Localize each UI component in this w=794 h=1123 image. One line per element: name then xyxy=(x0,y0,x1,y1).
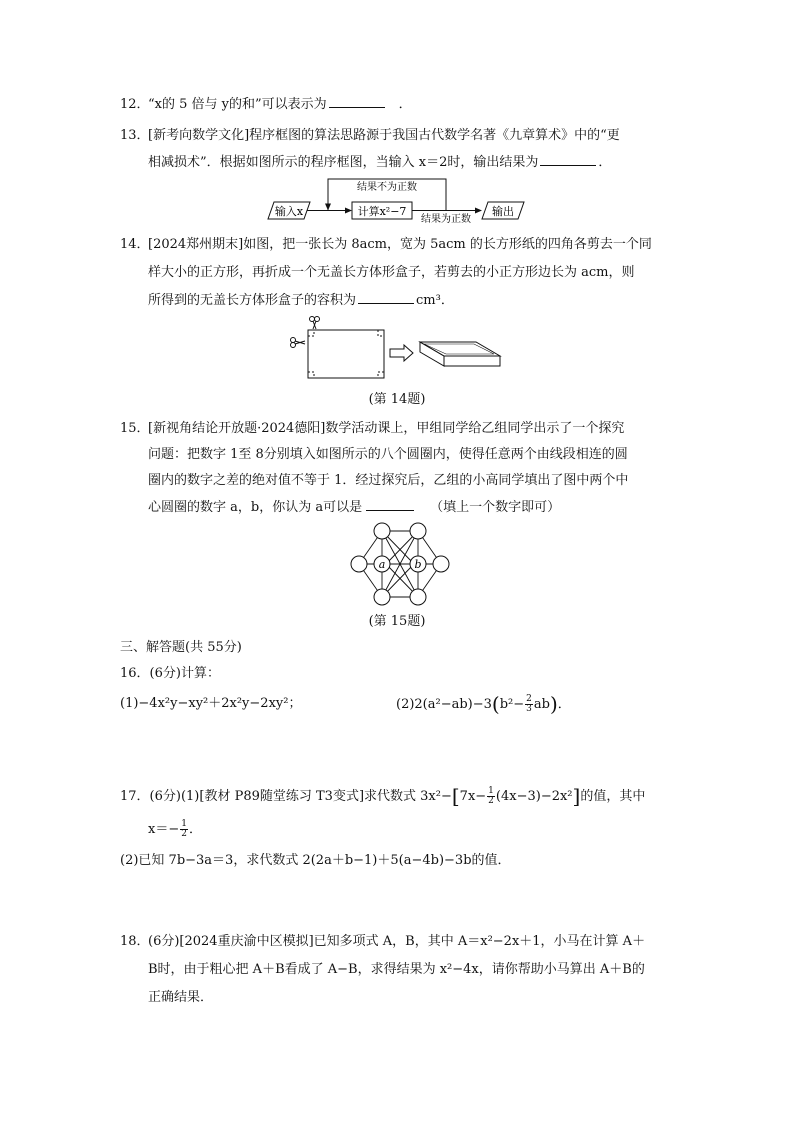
question-13 xyxy=(120,126,620,146)
right-arrow-icon xyxy=(390,345,413,361)
figure-14-caption: (第 14题) xyxy=(368,392,426,407)
node-a-label: a xyxy=(378,558,386,571)
paper-rectangle xyxy=(308,330,384,378)
question-15-line3: 圈内的数字之差的绝对值不等于 1．经过探究后，乙组的小高同学填出了图中两个中 xyxy=(148,473,629,488)
question-18-line3: 正确结果． xyxy=(148,990,214,1005)
question-14-line3: 所得到的无盖长方体形盒子的容积为 cm³． xyxy=(148,293,454,308)
question-16-part1: (1)−4x²y−xy²＋2x²y−2xy²； xyxy=(120,696,302,711)
fraction: $\frac{1}{2}$ xyxy=(181,819,187,839)
compute-label: 计算x²−7 xyxy=(357,205,407,218)
node-circle xyxy=(410,523,426,539)
question-15-line4: 心圆圈的数字 a，b，你认为 a可以是 （填上一个数字即可） xyxy=(148,500,561,515)
node-circle xyxy=(351,556,367,572)
node-b-label: b xyxy=(414,558,422,571)
figure-15-caption: (第 15题) xyxy=(368,614,426,629)
question-14-line2: 样大小的正方形，再折成一个无盖长方体形盒子，若剪去的小正方形边长为 acm，则 xyxy=(148,265,635,280)
question-15-line2: 问题：把数字 1至 8分别填入如图所示的八个圆圈内，使得任意两个由线段相连的圆 xyxy=(148,447,628,462)
fraction: $\frac{1}{2}$ xyxy=(488,786,494,806)
answer-blank xyxy=(329,95,385,108)
answer-blank xyxy=(540,153,596,166)
question-14: 14．[2024郑州期末]如图，把一张长为 8acm，宽为 5acm 的长方形纸的四角各剪去一个同 xyxy=(120,237,652,252)
node-circle xyxy=(433,556,449,572)
box-diagram xyxy=(288,312,504,380)
input-label: 输入x xyxy=(274,205,304,218)
open-box xyxy=(420,342,500,366)
question-17: 17．(6分)(1)[教材 P89随堂练习 T3变式]求代数式 3x²−[7x− $\frac{1}{2}$ (4x−3)−2x²]的值，其中 xyxy=(120,784,646,808)
question-text: [新考向数学文化]程序框图的算法思路源于我国古代数学名著《九章算术》中的“更 xyxy=(148,128,620,143)
yes-label: 结果为正数 xyxy=(421,214,471,225)
question-12: 12．“x的 5 倍与 y的和”可以表示为 ． xyxy=(120,95,412,115)
node-circle xyxy=(374,589,390,605)
section-heading: 三、解答题(共 55分) xyxy=(120,640,242,655)
question-16-part2: (2)2(a²−ab)−3(b²− $\frac{2}{3}$ ab)． xyxy=(396,692,571,716)
question-17-line2: x＝− $\frac{1}{2}$ ． xyxy=(148,819,202,839)
question-16: 16．(6分)计算： xyxy=(120,666,220,681)
flowchart-diagram xyxy=(266,175,530,225)
fraction: $\frac{2}{3}$ xyxy=(526,694,532,714)
question-13-line2: 相减损术”．根据如图所示的程序框图，当输入 x＝2时，输出结果为 ． xyxy=(148,155,612,170)
question-18-line2: B时，由于粗心把 A＋B看成了 A−B，求得结果为 x²−4x，请你帮助小马算出 A＋B的 xyxy=(148,962,645,977)
answer-blank xyxy=(358,291,414,304)
node-circle xyxy=(410,589,426,605)
circle-graph-diagram xyxy=(348,520,452,608)
scissors-icon xyxy=(310,317,320,330)
question-text: “x的 5 倍与 y的和”可以表示为 xyxy=(148,97,327,112)
question-15: 15．[新视角结论开放题·2024德阳]数学活动课上，甲组同学给乙组同学出示了一个探究 xyxy=(120,421,625,436)
question-18: 18．(6分)[2024重庆渝中区模拟]已知多项式 A，B，其中 A＝x²−2x＋1，小马在计算 A＋ xyxy=(120,934,646,949)
scissors-icon xyxy=(291,338,306,348)
node-circle xyxy=(374,523,390,539)
output-label: 输出 xyxy=(492,205,514,218)
loop-label: 结果不为正数 xyxy=(357,182,417,193)
question-number: 12． xyxy=(120,97,150,112)
question-number: 13． xyxy=(120,128,150,143)
answer-blank xyxy=(366,498,414,511)
question-17-part2: (2)已知 7b−3a＝3，求代数式 2(2a＋b−1)＋5(a−4b)−3b的值． xyxy=(120,853,511,868)
